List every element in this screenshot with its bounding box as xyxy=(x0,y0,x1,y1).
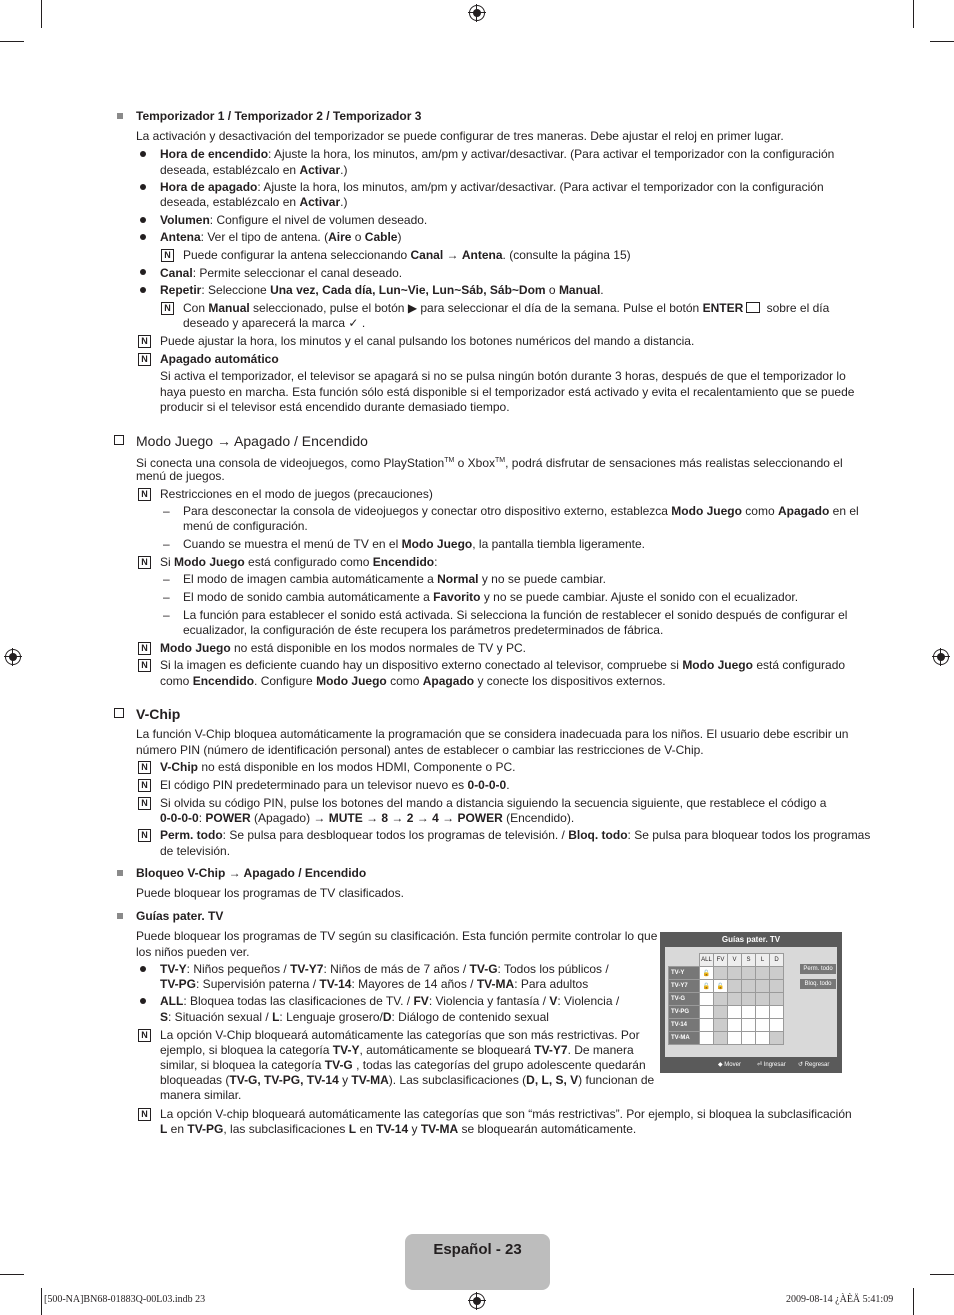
lock-cell[interactable] xyxy=(742,1019,756,1032)
bullet-text: Hora de apagado: Ajuste la hora, los minutos, am/pm y activar/desactivar. (Para activar el temporizador con la configuración xyxy=(160,180,824,194)
lock-cell[interactable] xyxy=(756,1032,770,1045)
print-timestamp: 2009-08-14 ¿ÀÈÄ 5:41:09 xyxy=(786,1294,894,1305)
lock-cell[interactable] xyxy=(770,1006,784,1019)
osd-panel xyxy=(665,947,837,1057)
dash-bullet: – xyxy=(163,590,170,604)
bullet-text: deseada, establézcalo en Activar.) xyxy=(160,195,348,209)
note-icon: N xyxy=(138,1108,151,1121)
disabled-cell xyxy=(742,980,756,993)
disabled-cell xyxy=(728,980,742,993)
note-icon: N xyxy=(138,488,151,501)
note-icon: N xyxy=(161,302,174,315)
bullet-icon xyxy=(140,269,146,275)
checkbox-bullet-icon xyxy=(114,435,124,445)
note-text: ejemplo, si bloquea la categoría TV-Y, automáticamente se bloqueará TV-Y7. De manera xyxy=(160,1043,634,1057)
paragraph: Puede bloquear los programas de TV según su clasificación. Esta función permite controlar lo que xyxy=(136,929,658,943)
section-heading: Temporizador 1 / Temporizador 2 / Temporizador 3 xyxy=(136,109,422,123)
note-icon: N xyxy=(138,829,151,842)
note-icon: N xyxy=(138,761,151,774)
row-header: TV-Y7 xyxy=(669,980,700,993)
bullet-icon xyxy=(140,184,146,190)
row-header: TV-MA xyxy=(669,1032,700,1045)
lock-cell[interactable] xyxy=(700,1019,714,1032)
bullet-text: S: Situación sexual / L: Lenguaje grosero/D: Diálogo de contenido sexual xyxy=(160,1010,549,1024)
lock-cell[interactable] xyxy=(742,1032,756,1045)
crop-mark xyxy=(930,41,954,42)
bullet-text: ALL: Bloquea todas las clasificaciones de TV. / FV: Violencia y fantasía / V: Violencia / xyxy=(160,994,620,1008)
disabled-cell xyxy=(756,967,770,980)
disabled-cell xyxy=(728,967,742,980)
note-text: bloqueadas (TV-G, TV-PG, TV-14 y TV-MA). Las subclasificaciones (D, L, S, V) funcionan de xyxy=(160,1073,655,1087)
bloq-todo-button[interactable]: Bloq. todo xyxy=(800,979,836,989)
checkbox-bullet-icon xyxy=(114,708,124,718)
row-header: TV-14 xyxy=(669,1019,700,1032)
lock-cell[interactable] xyxy=(728,1006,742,1019)
dash-text: Cuando se muestra el menú de TV en el Modo Juego, la pantalla tiembla ligeramente. xyxy=(183,537,646,551)
registration-mark-icon xyxy=(468,1292,486,1310)
lock-cell[interactable] xyxy=(756,1019,770,1032)
paragraph: La activación y desactivación del temporizador se puede configurar de tres maneras. Debe ajustar el reloj en primer lugar. xyxy=(136,129,784,143)
square-bullet-icon xyxy=(117,870,123,876)
note-text: de televisión. xyxy=(160,844,231,858)
bullet-icon xyxy=(140,998,146,1004)
paragraph: La función V-Chip bloquea automáticamente la programación que se considera inadecuada para los niños. El usuario debe escribir un xyxy=(136,727,849,741)
subsection-heading: Bloqueo V-Chip → Apagado / Encendido xyxy=(136,866,367,880)
note-icon: N xyxy=(138,797,151,810)
disabled-cell xyxy=(770,1032,784,1045)
row-header: TV-PG xyxy=(669,1006,700,1019)
note-icon: N xyxy=(138,353,151,366)
note-text: Con Manual seleccionado, pulse el botón ▶ para seleccionar el día de la semana. Pulse el botón ENTER sobre el día xyxy=(183,301,830,315)
registration-mark-icon xyxy=(468,4,486,22)
lock-cell[interactable] xyxy=(756,1006,770,1019)
move-icon: ◆ xyxy=(718,1062,723,1068)
dash-text: El modo de sonido cambia automáticamente a Favorito y no se puede cambiar. Ajuste el sonido con el ecualizador. xyxy=(183,590,799,604)
note-text: Modo Juego no está disponible en los modos normales de TV y PC. xyxy=(160,641,526,655)
bullet-text: deseada, establézcalo en Activar.) xyxy=(160,163,348,177)
paragraph: Puede bloquear los programas de TV clasificados. xyxy=(136,886,404,900)
bullet-text: Repetir: Seleccione Una vez, Cada día, Lun~Vie, Lun~Sáb, Sáb~Dom o Manual. xyxy=(160,283,604,297)
lock-cell[interactable] xyxy=(770,1019,784,1032)
dash-bullet: – xyxy=(163,608,170,622)
lock-cell[interactable]: 🔓 xyxy=(700,980,714,993)
section-title: Modo Juego → Apagado / Encendido xyxy=(136,433,368,449)
lock-cell[interactable]: 🔓 xyxy=(714,980,728,993)
disabled-cell xyxy=(742,993,756,1006)
bullet-icon xyxy=(140,287,146,293)
lock-cell[interactable] xyxy=(700,1006,714,1019)
tv-parental-guidelines-screen xyxy=(660,932,842,1073)
bullet-text: Volumen: Configure el nivel de volumen deseado. xyxy=(160,213,428,227)
lock-cell[interactable] xyxy=(728,1032,742,1045)
crop-mark xyxy=(913,0,914,28)
note-heading: Apagado automático xyxy=(160,352,279,366)
crop-mark xyxy=(41,0,42,28)
lock-cell[interactable] xyxy=(728,1019,742,1032)
note-icon: N xyxy=(138,335,151,348)
col-header: FV xyxy=(714,954,728,967)
disabled-cell xyxy=(770,993,784,1006)
disabled-cell xyxy=(714,1019,728,1032)
dash-bullet: – xyxy=(163,537,170,551)
lock-cell[interactable] xyxy=(742,1006,756,1019)
dash-bullet: – xyxy=(163,504,170,518)
enter-icon: ⏎ xyxy=(757,1062,763,1068)
crop-mark xyxy=(913,1288,914,1315)
note-icon: N xyxy=(138,779,151,792)
row-header: TV-Y xyxy=(669,967,700,980)
note-text: Si olvida su código PIN, pulse los botones del mando a distancia siguiendo la secuencia siguiente, que restablece el código a xyxy=(160,796,827,810)
dash-text: ecualizador, la configuración de éste recupera los parámetros predeterminados de fábrica. xyxy=(183,623,664,637)
disabled-cell xyxy=(770,967,784,980)
note-text: Perm. todo: Se pulsa para desbloquear todos los programas de televisión. / Bloq. todo: Se pulsa para bloquear todos los programas xyxy=(160,828,871,842)
bullet-text: Hora de encendido: Ajuste la hora, los minutos, am/pm y activar/desactivar. (Para activar el temporizador con la configuración xyxy=(160,147,835,161)
bullet-icon xyxy=(140,217,146,223)
note-text: La opción V-Chip bloqueará automáticamente las categorías que son más restrictivas. Por xyxy=(160,1028,640,1042)
note-icon: N xyxy=(138,642,151,655)
subsection-heading: Guías pater. TV xyxy=(136,909,224,923)
lock-cell[interactable]: 🔓 xyxy=(700,967,714,980)
paragraph: menú de juegos. xyxy=(136,469,225,483)
disabled-cell xyxy=(728,993,742,1006)
bullet-text: Canal: Permite seleccionar el canal deseado. xyxy=(160,266,403,280)
col-header: S xyxy=(742,954,756,967)
note-text: producir si el televisor está encendido durante demasiado tiempo. xyxy=(160,400,510,414)
osd-title: Guías pater. TV xyxy=(721,935,781,944)
registration-mark-icon xyxy=(4,648,22,666)
note-icon: N xyxy=(138,556,151,569)
note-text: Si la imagen es deficiente cuando hay un dispositivo externo conectado al televisor, compruebe si Modo Juego está configurado xyxy=(160,658,846,672)
disabled-cell xyxy=(770,980,784,993)
note-text: similar, si bloquea la categoría TV-G , todas las categorías del grupo adolescente quedarán xyxy=(160,1058,646,1072)
bullet-icon xyxy=(140,966,146,972)
grid-corner xyxy=(669,954,700,967)
crop-mark xyxy=(930,1274,954,1275)
bullet-text: Antena: Ver el tipo de antena. (Aire o Cable) xyxy=(160,230,402,244)
crop-mark xyxy=(41,1288,42,1315)
page-number-tab xyxy=(405,1234,550,1290)
note-text: Si activa el temporizador, el televisor se apagará si no se pulsa ningún botón durante 3 horas, después de que el temporizador lo xyxy=(160,369,846,383)
lock-cell[interactable] xyxy=(700,1032,714,1045)
disabled-cell xyxy=(714,1006,728,1019)
disabled-cell xyxy=(714,967,728,980)
col-header: ALL xyxy=(700,954,714,967)
enter-icon xyxy=(746,302,760,313)
bullet-text: TV-PG: Supervisión paterna / TV-14: Mayores de 14 años / TV-MA: Para adultos xyxy=(160,977,589,991)
disabled-cell xyxy=(714,1032,728,1045)
note-text: Puede ajustar la hora, los minutos y el canal pulsando los botones numéricos del mando a distancia. xyxy=(160,334,695,348)
bullet-icon xyxy=(140,151,146,157)
crop-mark xyxy=(0,1274,24,1275)
square-bullet-icon xyxy=(117,913,123,919)
bullet-text: TV-Y: Niños pequeños / TV-Y7: Niños de más de 7 años / TV-G: Todos los públicos / xyxy=(160,962,609,976)
note-text: L en TV-PG, las subclasificaciones L en TV-14 y TV-MA se bloquearán automáticamente. xyxy=(160,1122,637,1136)
registration-mark-icon xyxy=(932,648,950,666)
note-text: como Encendido. Configure Modo Juego como Apagado y conecte los dispositivos externos. xyxy=(160,674,666,688)
note-icon: N xyxy=(138,659,151,672)
paragraph: número PIN (número de identificación personal) antes de establecer o cambiar las restricciones de V-Chip. xyxy=(136,743,704,757)
disabled-cell xyxy=(756,980,770,993)
note-text: El código PIN predeterminado para un televisor nuevo es 0-0-0-0. xyxy=(160,778,510,792)
note-text: deseado y aparecerá la marca ✓ . xyxy=(183,316,366,330)
col-header: D xyxy=(770,954,784,967)
col-header: L xyxy=(756,954,770,967)
file-info: [500-NA]BN68-01883Q-00L03.indb 23 xyxy=(44,1294,206,1305)
note-text: V-Chip no está disponible en los modos HDMI, Componente o PC. xyxy=(160,760,516,774)
note-text: haya puesto en marcha. Esta función sólo está disponible si el temporizador está activado y evita el recalentamiento que se puede xyxy=(160,385,855,399)
square-bullet-icon xyxy=(117,113,123,119)
note-text: Si Modo Juego está configurado como Encendido: xyxy=(160,555,438,569)
col-header: V xyxy=(728,954,742,967)
section-title: V-Chip xyxy=(136,706,181,722)
disabled-cell xyxy=(714,993,728,1006)
note-text: manera similar. xyxy=(160,1088,242,1102)
note-text: Restricciones en el modo de juegos (precauciones) xyxy=(160,487,433,501)
page-number: Español - 23 xyxy=(433,1241,522,1258)
disabled-cell xyxy=(742,967,756,980)
return-icon: ↺ xyxy=(798,1062,804,1068)
paragraph: los niños pueden ver. xyxy=(136,945,250,959)
ratings-grid xyxy=(668,953,784,1045)
dash-text: Para desconectar la consola de videojuegos y conectar otro dispositivo externo, establezca Modo Juego como Apagado en el xyxy=(183,504,859,518)
dash-text: El modo de imagen cambia automáticamente a Normal y no se puede cambiar. xyxy=(183,572,606,586)
note-text: La opción V-chip bloqueará automáticamente las categorías que son “más restrictivas”. Por ejemplo, si bloquea la subclasificación xyxy=(160,1107,852,1121)
note-text: Puede configurar la antena seleccionando Canal → Antena. (consulte la página 15) xyxy=(183,248,631,262)
enter-hint: ⏎ Ingresar xyxy=(757,1062,786,1068)
note-text: 0-0-0-0: POWER (Apagado) → MUTE → 8 → 2 → 4 → POWER (Encendido). xyxy=(160,811,575,825)
dash-text: menú de configuración. xyxy=(183,519,308,533)
return-hint: ↺ Regresar xyxy=(798,1062,830,1068)
row-header: TV-G xyxy=(669,993,700,1006)
disabled-cell xyxy=(756,993,770,1006)
crop-mark xyxy=(0,41,24,42)
perm-todo-button[interactable]: Perm. todo xyxy=(800,964,836,974)
note-icon: N xyxy=(161,249,174,262)
dash-bullet: – xyxy=(163,572,170,586)
bullet-icon xyxy=(140,234,146,240)
paragraph: Si conecta una consola de videojuegos, como PlayStation™ o Xbox™, podrá disfrutar de sensaciones más realistas seleccionando el xyxy=(136,456,843,470)
move-hint: ◆ Mover xyxy=(718,1062,741,1068)
dash-text: La función para establecer el sonido está activada. Si selecciona la función de restablecer el sonido después de configurar el xyxy=(183,608,848,622)
note-icon: N xyxy=(138,1029,151,1042)
lock-cell[interactable] xyxy=(700,993,714,1006)
